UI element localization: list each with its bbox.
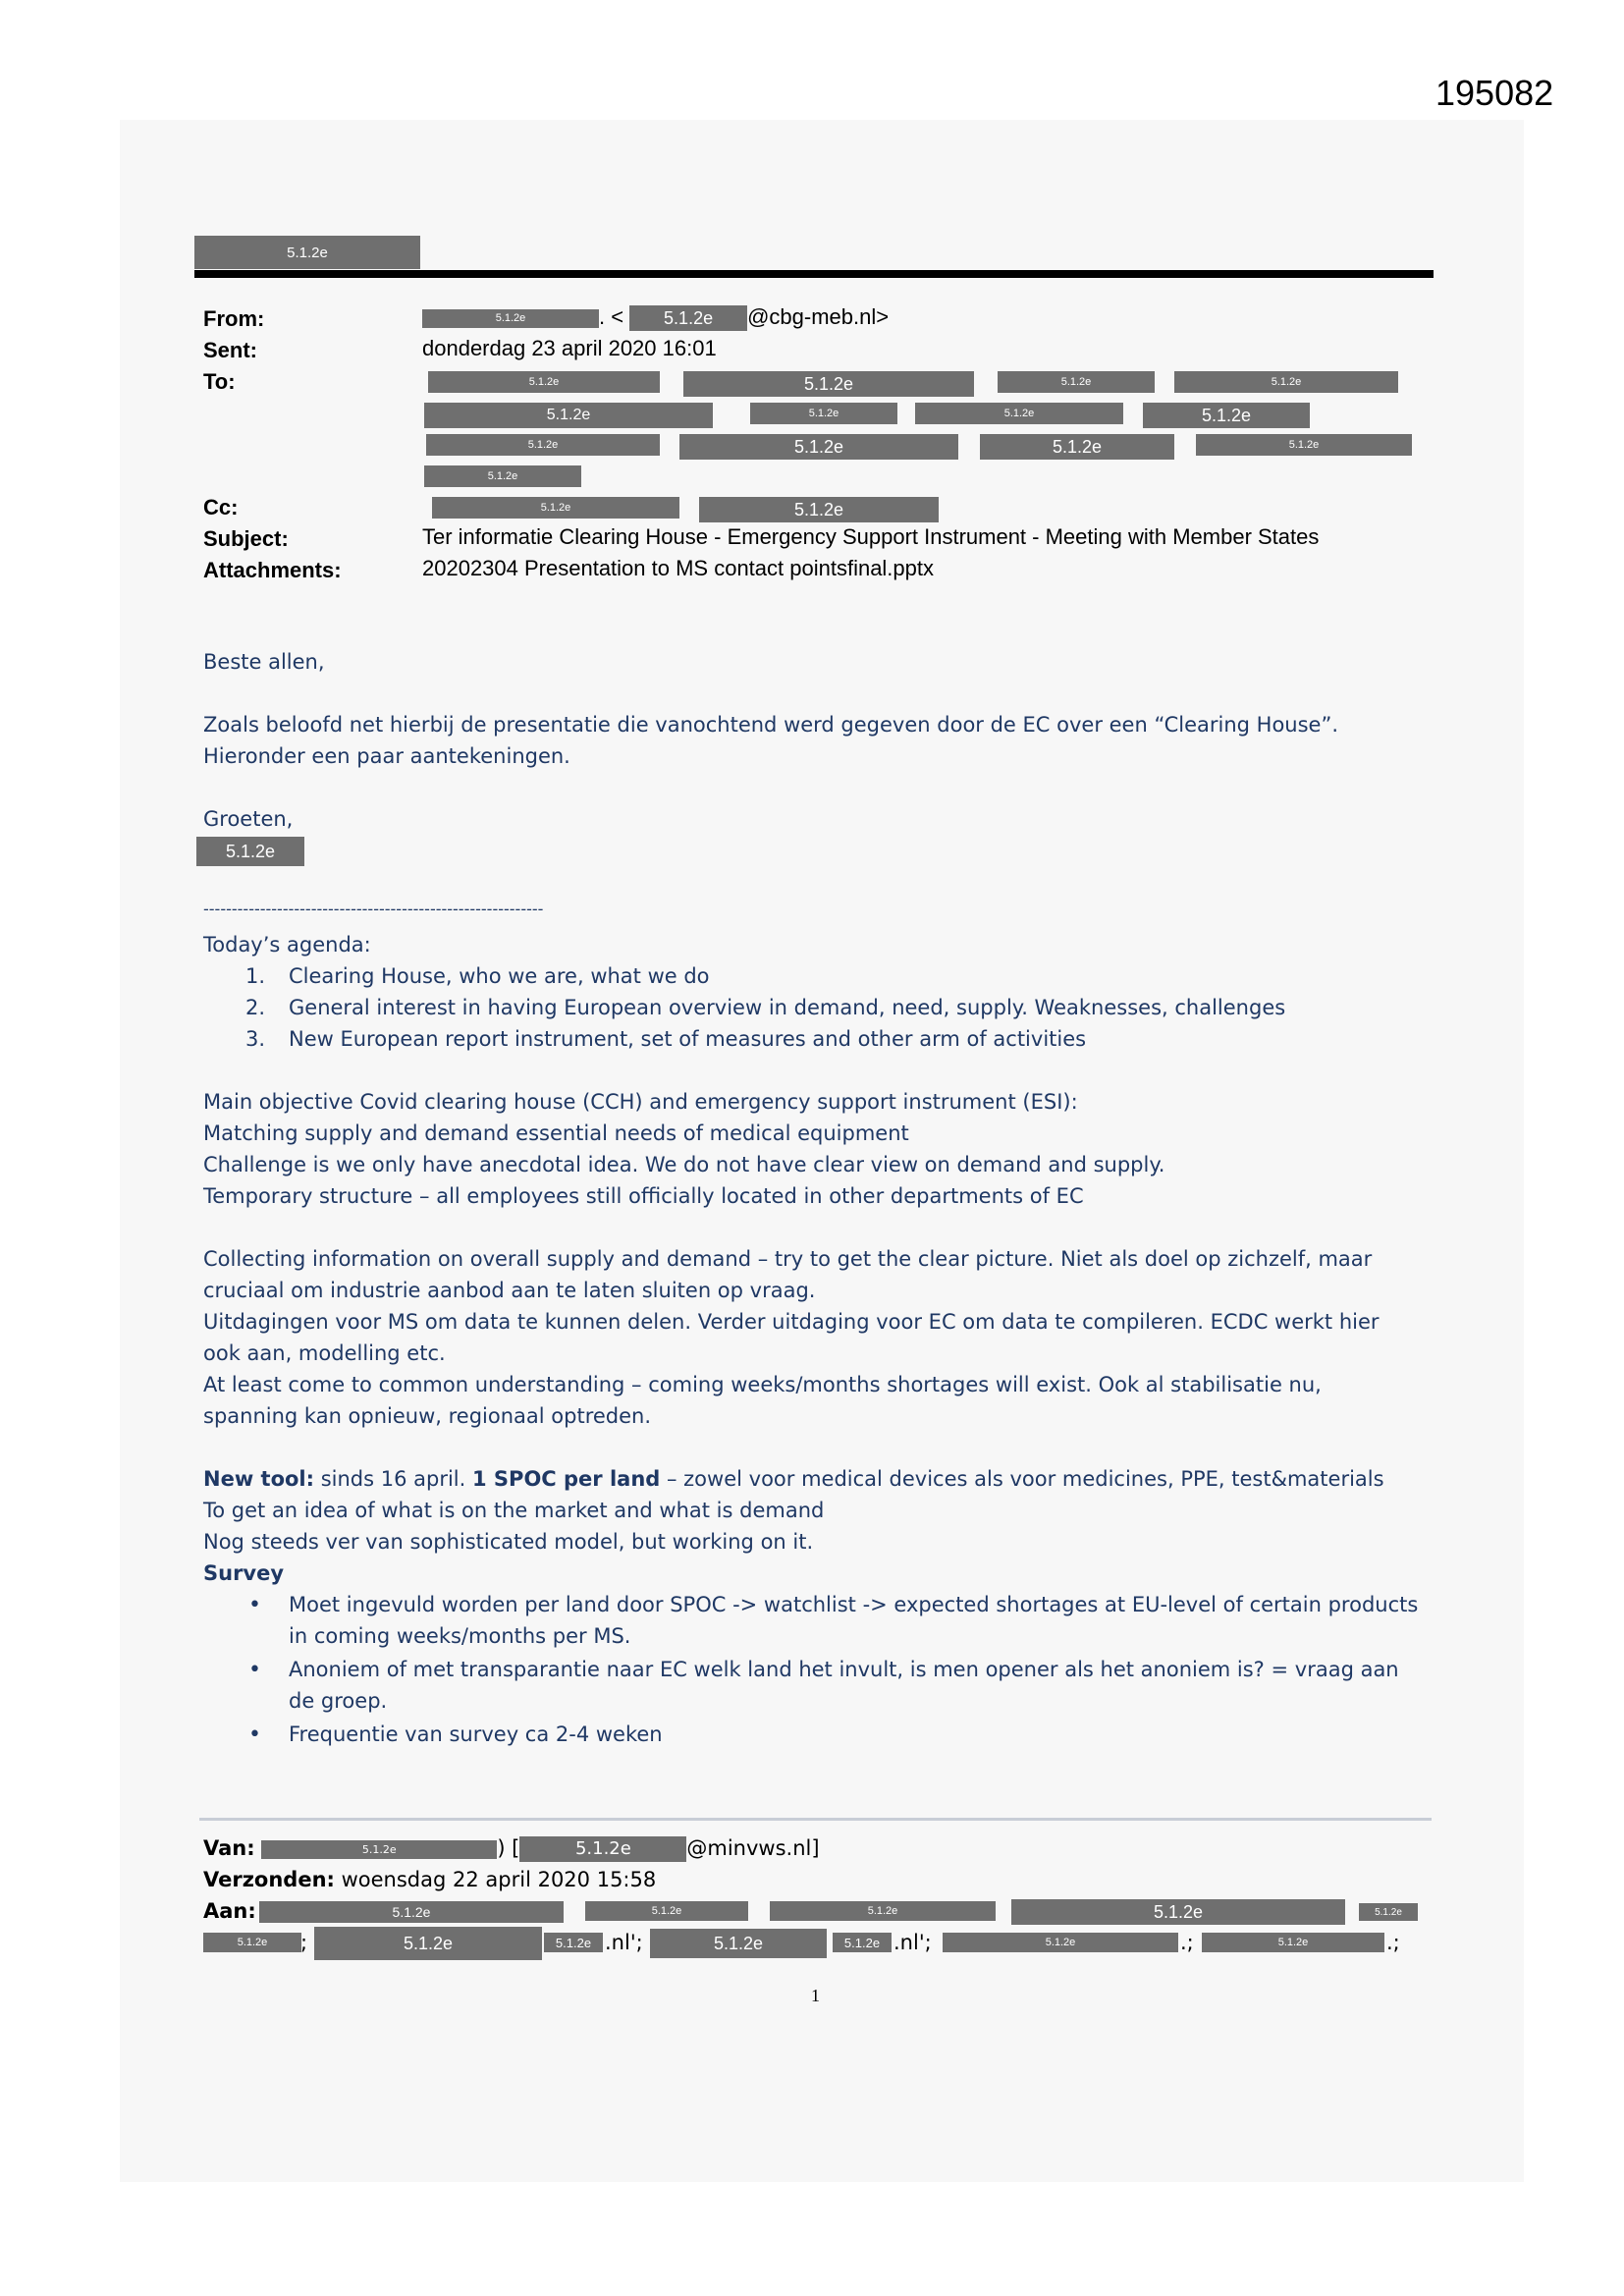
greeting: Beste allen, xyxy=(203,650,325,674)
redaction-box: 5.1.2e xyxy=(422,309,599,328)
collecting-line: Collecting information on overall supply and demand – try to get the clear picture. Niet als doel op zichzelf, maar xyxy=(203,1247,1373,1271)
attachment-link[interactable]: 20202304 Presentation to MS contact pointsfinal.pptx xyxy=(422,556,935,580)
redaction-box: 5.1.2e xyxy=(519,1836,686,1862)
spoc-label: 1 SPOC per land xyxy=(472,1467,661,1491)
agenda-item: 1. Clearing House, who we are, what we do xyxy=(245,964,710,988)
objective-line: Matching supply and demand essential needs of medical equipment xyxy=(203,1121,909,1145)
from-value xyxy=(422,304,889,331)
agenda-title: Today’s agenda: xyxy=(203,933,371,957)
redaction-box: 5.1.2e xyxy=(314,1927,542,1960)
redaction-box: 5.1.2e xyxy=(1202,1933,1384,1952)
subject-value: Ter informatie Clearing House - Emergency Support Instrument - Meeting with Member States xyxy=(422,524,1320,549)
redaction-box: 5.1.2e xyxy=(833,1933,892,1952)
redaction-box: 5.1.2e xyxy=(750,403,897,424)
redaction-box: 5.1.2e xyxy=(683,371,974,397)
collecting-line: cruciaal om industrie aanbod aan te laten sluiten op vraag. xyxy=(203,1279,816,1302)
new-tool-line: New tool: sinds 16 april. 1 SPOC per land – zowel voor medical devices als voor medicines, PPE, test&materials xyxy=(203,1467,1384,1491)
objective-line: Temporary structure – all employees still officially located in other departments of EC xyxy=(203,1184,1084,1208)
redaction-box: 5.1.2e xyxy=(629,305,747,331)
from-email-domain: @cbg-meb.nl> xyxy=(747,304,890,329)
survey-item: • Moet ingevuld worden per land door SPOC -> watchlist -> expected shortages at EU-level of certain products in coming weeks/months per MS. xyxy=(248,1593,1419,1648)
redaction-box: 5.1.2e xyxy=(650,1929,827,1958)
redaction-box: 5.1.2e xyxy=(1196,434,1412,456)
intro-line-1: Zoals beloofd net hierbij de presentatie die vanochtend werd gegeven door de EC over een “Clearing House”. xyxy=(203,713,1339,737)
redaction-box: 5.1.2e xyxy=(203,1933,301,1952)
redaction-box: 5.1.2e xyxy=(261,1840,497,1859)
page-number: 1 xyxy=(811,1986,820,2005)
from-label: From: xyxy=(203,306,265,331)
from-separator: . < xyxy=(599,304,624,329)
redaction-box: 5.1.2e xyxy=(424,403,713,428)
redaction-box: 5.1.2e xyxy=(428,371,660,393)
redaction-box: 5.1.2e xyxy=(432,497,679,519)
survey-item: • Anoniem of met transparantie naar EC welk land het invult, is men opener als het anoniem is? = vraag aan de groep. xyxy=(248,1658,1399,1713)
tool-line: To get an idea of what is on the market and what is demand xyxy=(203,1499,825,1522)
redaction-box: 5.1.2e xyxy=(770,1901,996,1921)
redaction-box: 5.1.2e xyxy=(915,403,1123,424)
van-line: Van: 5.1.2e ) [ 5.1.2e @minvws.nl] xyxy=(203,1836,820,1860)
redaction-box: 5.1.2e xyxy=(194,236,420,269)
sent-value: donderdag 23 april 2020 16:01 xyxy=(422,336,717,360)
attachments-label: Attachments: xyxy=(203,558,342,582)
redaction-box: 5.1.2e xyxy=(585,1901,748,1921)
redaction-box: 5.1.2e xyxy=(679,434,958,460)
redaction-box: 5.1.2e xyxy=(1359,1903,1418,1921)
dash-separator: ------------------------------------------------------------ xyxy=(203,900,544,918)
agenda-item: 3. New European report instrument, set of measures and other arm of activities xyxy=(245,1027,1087,1051)
aan-line: Aan: xyxy=(203,1899,256,1923)
document-number: 195082 xyxy=(1435,73,1554,113)
closing: Groeten, xyxy=(203,807,294,831)
to-label: To: xyxy=(203,369,236,394)
redaction-box: 5.1.2e xyxy=(424,465,581,487)
redaction-box: 5.1.2e xyxy=(259,1901,564,1923)
redaction-box: 5.1.2e xyxy=(1174,371,1398,393)
tool-line: Nog steeds ver van sophisticated model, but working on it. xyxy=(203,1530,814,1554)
redaction-box: 5.1.2e xyxy=(1011,1899,1345,1925)
signature-redaction: 5.1.2e xyxy=(196,837,304,866)
subject-label: Subject: xyxy=(203,526,289,551)
sent-label: Sent: xyxy=(203,338,257,362)
verzonden-line: Verzonden: woensdag 22 april 2020 15:58 xyxy=(203,1868,657,1891)
redaction-box: 5.1.2e xyxy=(426,434,660,456)
collecting-line: Uitdagingen voor MS om data te kunnen delen. Verder uitdaging voor EC om data te compileren. ECDC werkt hier xyxy=(203,1310,1380,1334)
new-tool-label: New tool: xyxy=(203,1467,315,1491)
collecting-line: spanning kan opnieuw, regionaal optreden. xyxy=(203,1404,652,1428)
agenda-item: 2. General interest in having European overview in demand, need, supply. Weaknesses, challenges xyxy=(245,996,1286,1019)
redaction-box: 5.1.2e xyxy=(1143,403,1310,428)
collecting-line: At least come to common understanding – coming weeks/months shortages will exist. Ook al stabilisatie nu, xyxy=(203,1373,1322,1396)
redaction-box: 5.1.2e xyxy=(980,434,1174,460)
survey-title: Survey xyxy=(203,1561,285,1585)
redaction-box: 5.1.2e xyxy=(544,1933,603,1952)
redaction-box: 5.1.2e xyxy=(998,371,1155,393)
header-divider xyxy=(194,270,1434,278)
objective-line: Challenge is we only have anecdotal idea. We do not have clear view on demand and supply. xyxy=(203,1153,1165,1176)
objective-line: Main objective Covid clearing house (CCH) and emergency support instrument (ESI): xyxy=(203,1090,1078,1114)
collecting-line: ook aan, modelling etc. xyxy=(203,1341,446,1365)
redaction-box: 5.1.2e xyxy=(943,1933,1178,1952)
forward-separator xyxy=(199,1818,1432,1821)
intro-line-2: Hieronder een paar aantekeningen. xyxy=(203,744,570,768)
survey-item: • Frequentie van survey ca 2-4 weken xyxy=(248,1722,663,1747)
cc-label: Cc: xyxy=(203,495,239,519)
redaction-box: 5.1.2e xyxy=(699,497,939,522)
